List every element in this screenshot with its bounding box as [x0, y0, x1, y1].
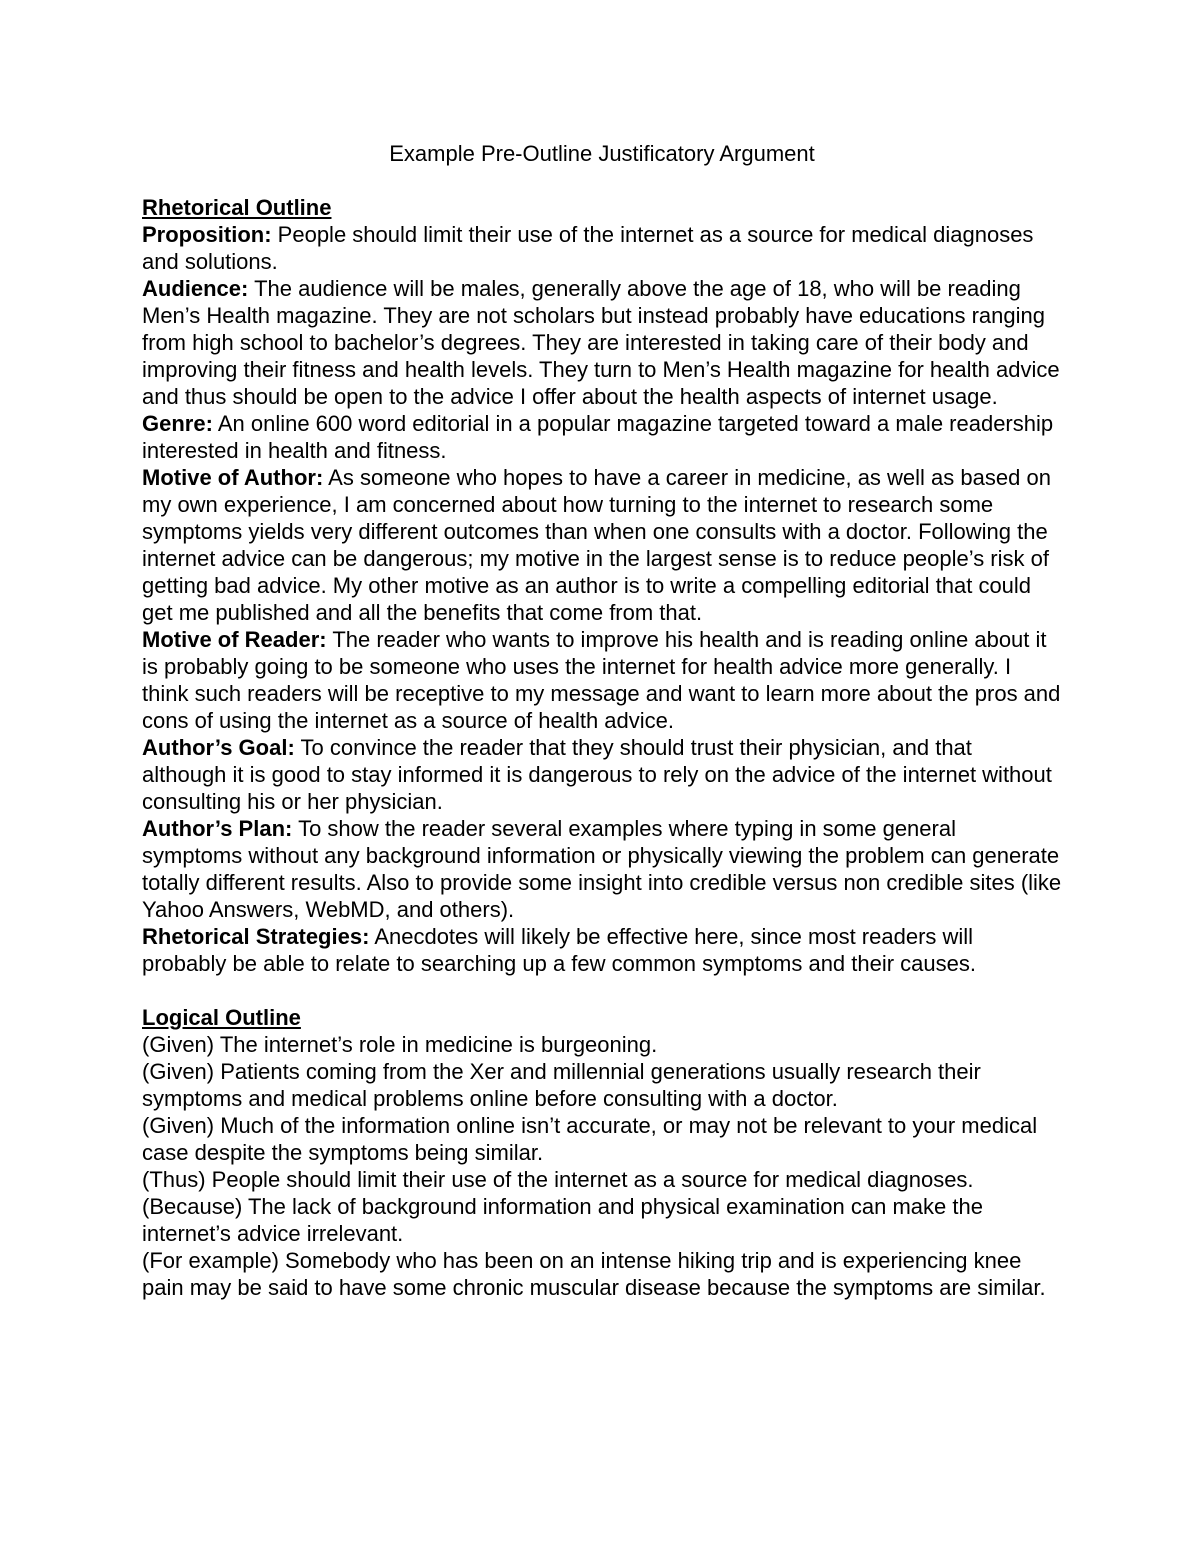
genre-label: Genre:: [142, 411, 213, 436]
proposition-label: Proposition:: [142, 222, 272, 247]
motive-of-reader-text: The reader who wants to improve his health and is reading online about it is probably going to be someone who uses the internet for health advice more generally. I think such readers will be receptive to my message and want to learn more about the pros and cons of using the internet as a source of health advice.: [142, 627, 1061, 733]
authors-plan-label: Author’s Plan:: [142, 816, 293, 841]
rhetorical-strategies-label: Rhetorical Strategies:: [142, 924, 370, 949]
motive-of-reader-label: Motive of Reader:: [142, 627, 327, 652]
rhetorical-outline-heading: Rhetorical Outline: [142, 195, 332, 220]
logical-line-given-2: (Given) Patients coming from the Xer and millennial generations usually research their symptoms and medical problems online before consulting with a doctor.: [142, 1059, 981, 1111]
authors-plan-text: To show the reader several examples where typing in some general symptoms without any background information or physically viewing the problem can generate totally different results. Also to provide some insight into credible versus non credible sites (like Yahoo Answers, WebMD, and others).: [142, 816, 1062, 922]
logical-outline-heading: Logical Outline: [142, 1005, 301, 1030]
audience-text: The audience will be males, generally above the age of 18, who will be reading Men’s Health magazine. They are not scholars but instead probably have educations ranging from high school to bachelor’s degrees. They are interested in taking care of their body and improving their fitness and health levels. They turn to Men’s Health magazine for health advice and thus should be open to the advice I offer about the health aspects of internet usage.: [142, 276, 1060, 409]
authors-plan-entry: [142, 815, 1062, 923]
rhetorical-strategies-text: Anecdotes will likely be effective here, since most readers will probably be able to relate to searching up a few common symptoms and their causes.: [142, 924, 977, 976]
proposition-text: People should limit their use of the internet as a source for medical diagnoses and solutions.: [142, 222, 1034, 274]
logical-line-because: (Because) The lack of background information and physical examination can make the internet’s advice irrelevant.: [142, 1194, 983, 1246]
logical-line-given-1: (Given) The internet’s role in medicine is burgeoning.: [142, 1032, 658, 1057]
document-title: Example Pre-Outline Justificatory Argument: [389, 141, 815, 166]
genre-text: An online 600 word editorial in a popular magazine targeted toward a male readership interested in health and fitness.: [142, 411, 1054, 463]
audience-label: Audience:: [142, 276, 249, 301]
section-spacer: [142, 977, 1062, 1004]
logical-line-for-example: (For example) Somebody who has been on an intense hiking trip and is experiencing knee pain may be said to have some chronic muscular disease because the symptoms are similar.: [142, 1248, 1046, 1300]
authors-goal-entry: [142, 734, 1062, 815]
authors-goal-text: To convince the reader that they should trust their physician, and that although it is good to stay informed it is dangerous to rely on the advice of the internet without consulting his or her physician.: [142, 735, 1052, 814]
genre-entry: [142, 410, 1062, 464]
motive-of-author-label: Motive of Author:: [142, 465, 324, 490]
authors-goal-label: Author’s Goal:: [142, 735, 295, 760]
motive-of-author-entry: [142, 464, 1062, 626]
motive-of-author-text: As someone who hopes to have a career in medicine, as well as based on my own experience, I am concerned about how turning to the internet to research some symptoms yields very different outcomes than when one consults with a doctor. Following the internet advice can be dangerous; my motive in the largest sense is to reduce people’s risk of getting bad advice. My other motive as an author is to write a compelling editorial that could get me published and all the benefits that come from that.: [142, 465, 1051, 625]
proposition-entry: [142, 221, 1062, 275]
logical-line-given-3: (Given) Much of the information online isn’t accurate, or may not be relevant to your medical case despite the symptoms being similar.: [142, 1113, 1038, 1165]
audience-entry: [142, 275, 1062, 410]
motive-of-reader-entry: [142, 626, 1062, 734]
logical-line-thus: (Thus) People should limit their use of the internet as a source for medical diagnoses.: [142, 1167, 974, 1192]
rhetorical-strategies-entry: [142, 923, 1062, 977]
document-page: [142, 140, 1062, 1301]
